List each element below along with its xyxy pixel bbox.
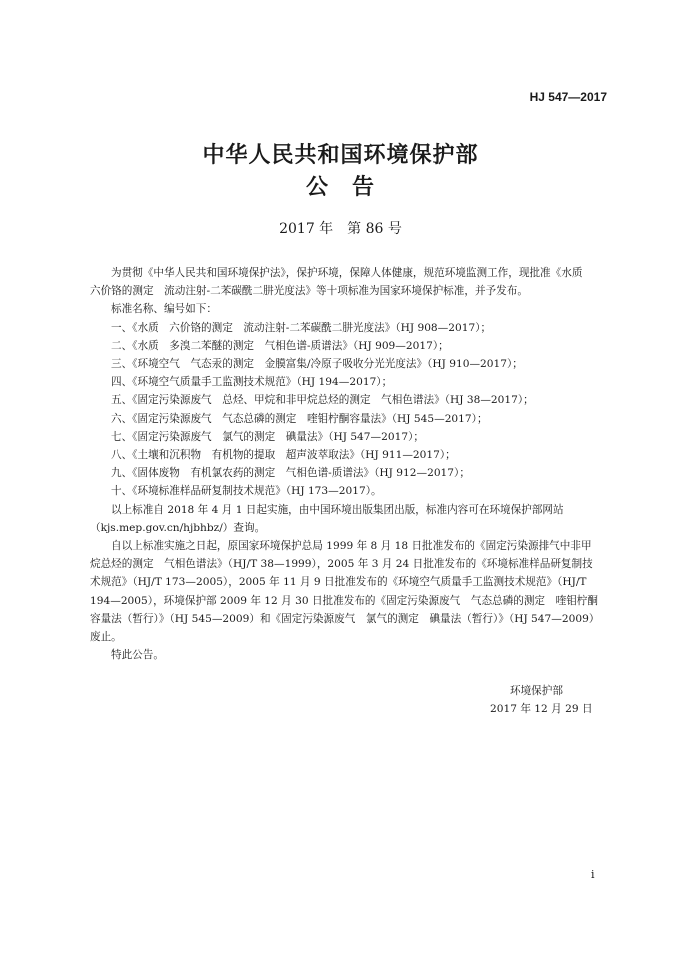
list-item: 八、《土壤和沉积物 有机物的提取 超声波萃取法》（HJ 911—2017）； <box>111 449 456 462</box>
signature-date: 2017 年 12 月 29 日 <box>490 703 593 715</box>
list-item: 十、《环境标准样品研复制技术规范》（HJ 173—2017）。 <box>111 485 382 498</box>
issue-number: 2017 年 第 86 号 <box>279 221 402 237</box>
signature-org: 环境保护部 <box>510 685 563 697</box>
list-item: 九、《固体废物 有机氯农药的测定 气相色谱-质谱法》（HJ 912—2017）； <box>111 467 470 480</box>
list-item: 七、《固定污染源废气 氯气的测定 碘量法》（HJ 547—2017）； <box>111 430 424 443</box>
list-item: 一、《水质 六价铬的测定 流动注射-二苯碳酰二肼光度法》（HJ 908—2017）； <box>111 321 492 334</box>
list-heading: 标准名称、编号如下： <box>111 303 217 316</box>
ministry-title: 中华人民共和国环境保护部 <box>202 142 479 168</box>
list-item: 五、《固定污染源废气 总烃、甲烷和非甲烷总烃的测定 气相色谱法》（HJ 38—2017）； <box>111 394 534 407</box>
effective-paragraph: 以上标准自 2018 年 4 月 1 日起实施，由中国环境出版集团出版，标准内容可在环境保护部网站（kjs.mep.gov.cn/hjbhbz/）查询。 <box>90 503 564 534</box>
list-item: 四、《环境空气质量手工监测技术规范》（HJ 194—2017）； <box>111 376 393 389</box>
notice-body <box>90 264 602 664</box>
closing-line: 特此公告。 <box>111 649 164 662</box>
list-item: 六、《固定污染源废气 气态总磷的测定 喹钼柠酮容量法》（HJ 545—2017）； <box>111 412 488 425</box>
standard-code: HJ 547—2017 <box>529 90 607 104</box>
intro-paragraph: 为贯彻《中华人民共和国环境保护法》，保护环境，保障人体健康，规范环境监测工作，现批准《水质 六价铬的测定 流动注射-二苯碳酰二肼光度法》等十项标准为国家环境保护标准，并予发布。 <box>90 267 594 298</box>
notice-title: 公 告 <box>305 174 375 200</box>
abolish-paragraph: 自以上标准实施之日起，原国家环境保护总局 1999 年 8 月 18 日批准发布的《固定污染源排气中非甲烷总烃的测定 气相色谱法》（HJ/T 38—1999），2005 年 3 月 24 日批准发布的《环境标准样品研复制技术规范》（HJ/T 173—2005），2005 年 11 月 9 日批准发布的《环境空气质量手工监测技术规范》（HJ/T 194—2005），环境保护部 2009 年 12 月 30 日批准发布的《固定污染源废气 气态总磷的测定 喹钼柠酮容量法（暂行）》（HJ 545—2009）和《固定污染源废气 氯气的测定 碘量法（暂行）》（HJ 547—2009）废止。 <box>90 540 600 644</box>
list-item: 二、《水质 多溴二苯醚的测定 气相色谱-质谱法》（HJ 909—2017）； <box>111 339 449 352</box>
page-number: i <box>591 868 595 881</box>
list-item: 三、《环境空气 气态汞的测定 金膜富集/冷原子吸收分光光度法》（HJ 910—2017）； <box>111 358 523 371</box>
